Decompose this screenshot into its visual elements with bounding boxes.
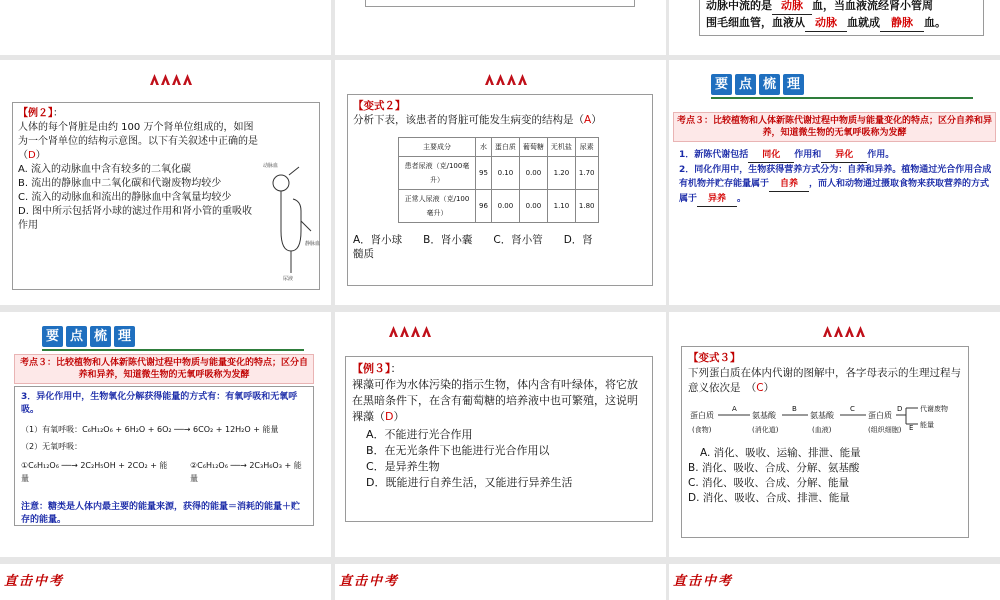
keypoint-banner: 考点３：比较植物和人体新陈代谢过程中物质与能量变化的特点；区分自养和异养，知道微生物的无氧呼吸称为发酵 [673,112,996,142]
table-row [399,157,599,190]
table-header-cell: 蛋白质 [491,138,519,157]
section-heading: 要 点 梳 理 [42,326,135,347]
slide-logo-icon [389,326,431,337]
slide-example2[interactable] [0,60,331,305]
slide-example3[interactable] [335,312,666,557]
keypoint-content: 1．新陈代谢包括 同化 作用和 异化 作用。 2．同化作用中，生物获得营养方式分为：自养和异养。植物通过光合作用合成有机物并贮存能量属于 自养 ，而人和动物通过摄取食物来获取营养的方式属于 异养 。 [679,148,995,207]
option-b: B．在无光条件下也能进行光合作用以 [366,444,550,457]
table-cell: 0.10 [491,157,519,190]
svg-text:C: C [850,405,855,413]
table-cell: 1.80 [575,190,598,223]
option-c: C. 消化、吸收、合成、分解、能量 [688,477,850,489]
svg-text:(血液): (血液) [812,426,832,434]
svg-text:B: B [792,405,797,413]
protein-metabolism-diagram [688,400,964,446]
svg-text:氨基酸: 氨基酸 [752,411,776,420]
table-cell: 0.00 [519,157,547,190]
slide-logo-icon [823,326,865,337]
table-cell: 1.10 [547,190,575,223]
example3-box: 【例３】： 裸藻可作为水体污染的指示生物，体内含有叶绿体，将它放在黑暗条件下，在含有葡萄糖的培养液中也可繁殖，这说明裸藻（D） A．不能进行光合作用 B．在无光条件下也能进行光合作用以 C．是异养生物 D．既能进行自养生活，又能进行异养生活 [345,356,653,522]
svg-text:代谢废物: 代谢废物 [920,405,948,413]
svg-text:(组织细胞): (组织细胞) [868,426,902,434]
option-d: D．既能进行自养生活，又能进行异养生活 [366,476,573,489]
option-a: A. 流入的动脉血中含有较多的二氧化碳 [18,164,192,175]
slide-top-middle[interactable] [335,0,666,55]
respiration-box: 3．异化作用中，生物氧化分解获得能量的方式有：有氧呼吸和无氧呼吸。 （1）有氧呼吸：C₆H₁₂O₆ + 6H₂O + 6O₂ ──→ 6CO₂ + 12H₂O + 能量 （2）无氧呼吸： ①C₆H₁₂O₆ ──→ 2C₂H₅OH + 2CO₂ + 能量 ②C₆H₁₂O₆ ──→ 2C₃H₆O₃ + 能量 注意：糖类是人体内最主要的能量来源，获得的能量＝消耗的能量＋贮存的能量。 [14,386,314,526]
heading-divider [711,97,973,99]
slide-logo-icon [150,74,192,85]
svg-text:A: A [732,405,737,413]
table-header-cell: 无机盐 [547,138,575,157]
slide-bottom-left[interactable] [0,564,331,600]
table-cell: 0.00 [491,190,519,223]
slide-keypoints-2[interactable] [0,312,331,557]
svg-text:E: E [909,424,914,432]
svg-text:氨基酸: 氨基酸 [810,411,834,420]
slide-logo-icon [485,74,527,85]
table-header-cell: 葡萄糖 [519,138,547,157]
svg-text:蛋白质: 蛋白质 [868,411,892,420]
keypoint-banner: 考点３：比较植物和人体新陈代谢过程中物质与能量变化的特点；区分自养和异养，知道微生物的无氧呼吸称为发酵 [14,354,314,384]
example2-box: 【例２】： 人体的每个肾脏是由约 100 万个肾单位组成的，如图为一个肾单位的结构示意图。以下有关叙述中正确的是（D） A. 流入的动脉血中含有较多的二氧化碳 B. 流出的静脉血中二氧化碳和代谢废物均较少 C. 流入的动脉血和流出的静脉血中含氧量均较少 D. 图中所示包括肾小球的滤过作用和肾小管的重吸收作用 动脉血 静脉血 尿液 [12,102,320,290]
table-header-cell: 主要成分 [399,138,476,157]
vein-label: 静脉血 [305,241,321,247]
option-c: C．是异养生物 [366,460,440,473]
exam-label: 直击中考 [673,574,734,589]
urine-table [398,137,599,223]
artery-label: 动脉血 [263,163,279,169]
table-cell: 95 [476,157,492,190]
table-cell: 0.00 [519,190,547,223]
svg-text:蛋白质: 蛋白质 [690,411,714,420]
example2-options [18,163,258,233]
exam-label: 直击中考 [4,574,65,589]
option-a: A. 消化、吸收、运输、排泄、能量 [700,447,861,459]
svg-text:(消化道): (消化道) [752,426,779,434]
variant2-options: A．肾小球 B．肾小囊 C．肾小管 D．肾 [353,234,593,246]
slide-bottom-middle[interactable] [335,564,666,600]
table-cell: 1.70 [575,157,598,190]
slide-bottom-right[interactable] [669,564,1000,600]
urine-label: 尿液 [283,276,294,282]
option-c: C. 流入的动脉血和流出的静脉血中含氧量均较少 [18,192,232,203]
heading-divider [42,349,304,351]
table-row [399,190,599,223]
slide-variant3[interactable] [669,312,1000,557]
slide-top-right[interactable] [669,0,1000,55]
option-b: B. 流出的静脉血中二氧化碳和代谢废物均较少 [18,178,222,189]
exam-label: 直击中考 [339,574,400,589]
variant3-box: 【变式３】 下列蛋白质在体内代谢的图解中，各字母表示的生理过程与意义依次是 （C） 蛋白质 (食物) A 氨基酸 (消化道) B 氨基酸 (血液) C 蛋白质 (组织细胞) D 代谢废物 E 能量 A. 消化、吸收、运输、排泄、能量 B. 消化、吸收、合成、分解、氨基酸 C. 消化、吸收、合成、分解、能量 D. 消化、吸收、合成、排泄、能量 [681,346,969,538]
option-d: D. 消化、吸收、合成、排泄、能量 [688,492,850,504]
variant2-box: 【变式２】 分析下表，该患者的肾脏可能发生病变的结构是（A） 主要成分 水 蛋白质 葡萄糖 无机盐 尿素 患者尿液（克/100毫升） 95 0.10 0.00 1.20 1.70 正常人尿液（克/100毫升） 96 0.00 0.00 1.10 1.80 A．肾小球 B．肾小囊 C．肾小管 D．肾 髓质 [347,94,653,286]
svg-text:(食物): (食物) [692,426,712,434]
nephron-diagram [261,161,321,282]
table-header-cell: 尿素 [575,138,598,157]
option-d: D. 图中所示包括肾小球的滤过作用和肾小管的重吸收作用 [18,206,253,231]
svg-text:能量: 能量 [920,421,934,429]
svg-text:D: D [897,405,903,413]
option-b: B. 消化、吸收、合成、分解、氨基酸 [688,462,860,474]
table-cell: 正常人尿液（克/100毫升） [399,190,476,223]
table-cell: 96 [476,190,492,223]
section-heading: 要 点 梳 理 [711,74,804,95]
slide-keypoints-1[interactable] [669,60,1000,305]
table-header-cell: 水 [476,138,492,157]
option-a: A．不能进行光合作用 [366,428,473,441]
slide-variant2[interactable] [335,60,666,305]
slide-top-left[interactable] [0,0,331,55]
top-right-textbox: 动脉中流的是 动脉 血，当血液流经肾小管周 围毛细血管，血液从 动脉 血就成 静脉 血。 [699,0,984,36]
table-cell: 1.20 [547,157,575,190]
table-cell: 患者尿液（克/100毫升） [399,157,476,190]
